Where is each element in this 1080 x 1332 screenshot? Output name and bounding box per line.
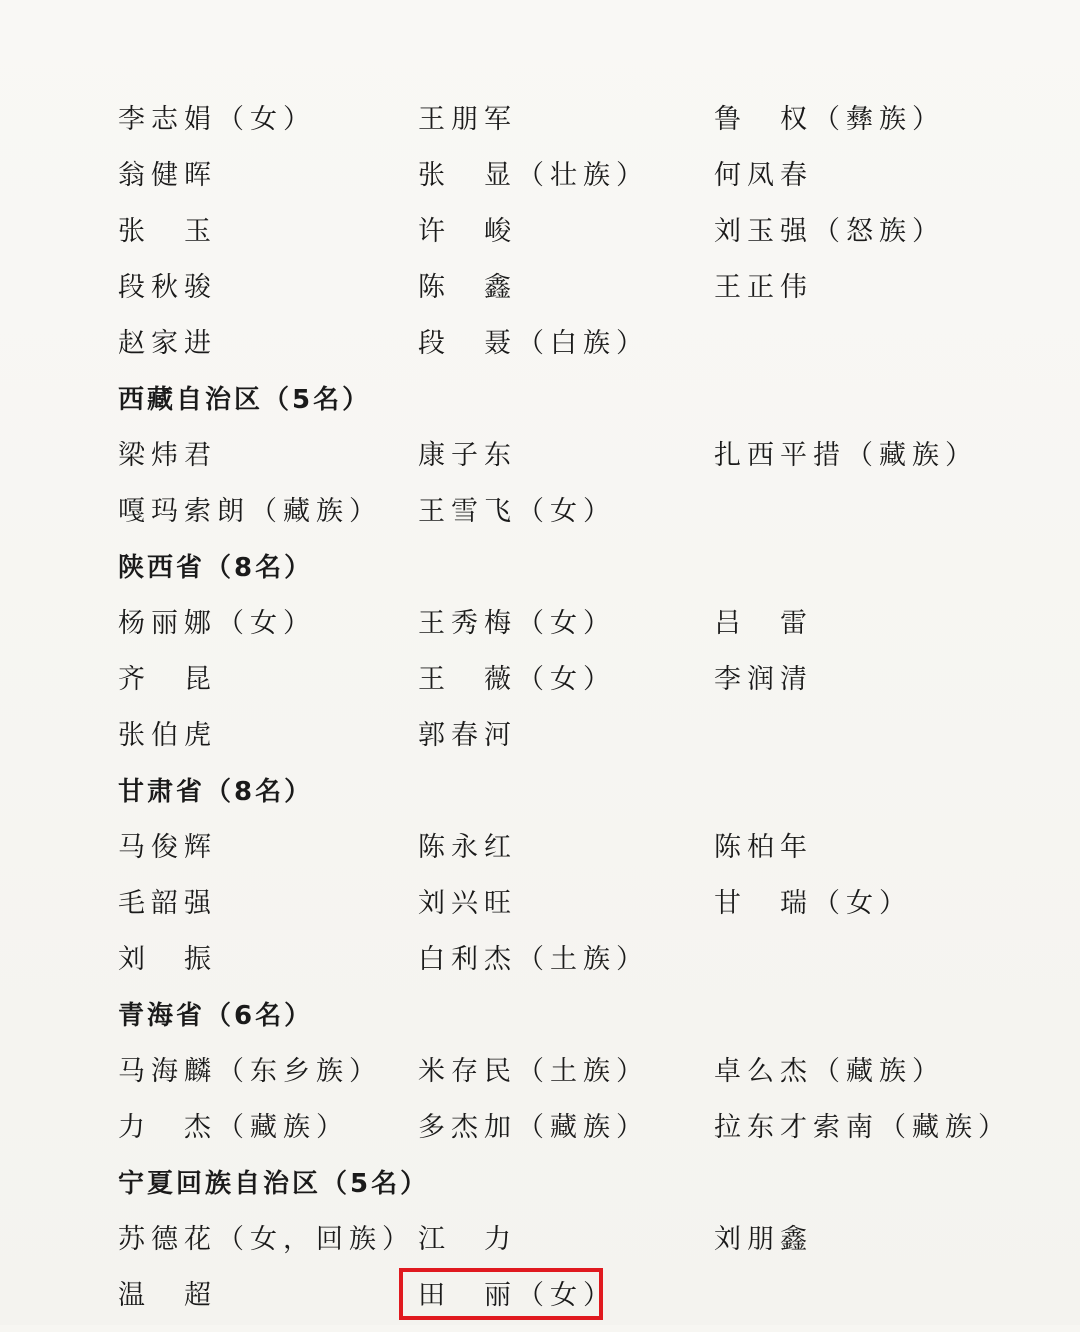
name-row (0, 604, 1080, 660)
name-entry: 王秀梅（女） (418, 608, 616, 639)
name-entry: 王正伟 (714, 272, 813, 303)
name-row (0, 268, 1080, 324)
name-entry: 陈柏年 (714, 832, 813, 863)
name-entry: 张 玉 (118, 216, 217, 247)
section-heading: 宁夏回族自治区（5名） (118, 1169, 430, 1199)
name-row (0, 436, 1080, 492)
name-entry: 何凤春 (714, 160, 813, 191)
name-row (0, 324, 1080, 380)
section-heading: 青海省（6名） (118, 1001, 314, 1031)
name-entry: 刘兴旺 (418, 888, 517, 919)
name-entry: 陈永红 (418, 832, 517, 863)
name-entry: 翁健晖 (118, 160, 217, 191)
section-heading-row (0, 1164, 1080, 1220)
name-entry: 许 峻 (418, 216, 517, 247)
name-entry: 李润清 (714, 664, 813, 695)
name-entry: 甘 瑞（女） (714, 888, 912, 919)
name-entry: 齐 昆 (118, 664, 217, 695)
name-entry: 康子东 (418, 440, 517, 471)
name-entry: 张伯虎 (118, 720, 217, 751)
name-entry: 王 薇（女） (418, 664, 616, 695)
name-entry: 鲁 权（彝族） (714, 104, 945, 135)
section-heading: 西藏自治区（5名） (118, 385, 372, 415)
name-row (0, 492, 1080, 548)
name-entry: 梁炜君 (118, 440, 217, 471)
name-entry: 白利杰（土族） (418, 944, 649, 975)
name-entry: 张 显（壮族） (418, 160, 649, 191)
name-row (0, 212, 1080, 268)
name-entry: 苏德花（女，回族） (118, 1224, 415, 1255)
name-entry: 扎西平措（藏族） (714, 440, 978, 471)
name-entry: 刘玉强（怒族） (714, 216, 945, 247)
name-entry: 刘朋鑫 (714, 1224, 813, 1255)
name-row (0, 1108, 1080, 1164)
name-entry: 多杰加（藏族） (418, 1112, 649, 1143)
name-entry: 吕 雷 (714, 608, 813, 639)
section-heading: 陕西省（8名） (118, 553, 314, 583)
section-heading-row (0, 996, 1080, 1052)
name-entry: 力 杰（藏族） (118, 1112, 349, 1143)
section-heading-row (0, 772, 1080, 828)
name-entry: 毛韶强 (118, 888, 217, 919)
name-entry: 陈 鑫 (418, 272, 517, 303)
name-row (0, 716, 1080, 772)
name-entry: 郭春河 (418, 720, 517, 751)
section-heading-row (0, 380, 1080, 436)
name-entry: 王朋军 (418, 104, 517, 135)
name-row (0, 660, 1080, 716)
name-entry: 马海麟（东乡族） (118, 1056, 382, 1087)
name-entry: 赵家进 (118, 328, 217, 359)
highlight-box (399, 1268, 603, 1320)
name-entry: 刘 振 (118, 944, 217, 975)
name-row (0, 940, 1080, 996)
name-row (0, 884, 1080, 940)
name-entry: 温 超 (118, 1280, 217, 1311)
name-entry: 马俊辉 (118, 832, 217, 863)
name-entry: 王雪飞（女） (418, 496, 616, 527)
name-entry: 拉东才索南（藏族） (714, 1112, 1011, 1143)
name-entry: 杨丽娜（女） (118, 608, 316, 639)
name-entry: 米存民（土族） (418, 1056, 649, 1087)
section-heading: 甘肃省（8名） (118, 777, 314, 807)
name-entry: 卓么杰（藏族） (714, 1056, 945, 1087)
name-row (0, 1052, 1080, 1108)
name-entry: 嘎玛索朗（藏族） (118, 496, 382, 527)
name-entry: 田 丽（女） (418, 1280, 616, 1311)
name-entry: 李志娟（女） (118, 104, 316, 135)
name-row (0, 156, 1080, 212)
name-row (0, 100, 1080, 156)
name-entry: 段秋骏 (118, 272, 217, 303)
name-entry: 段 聂（白族） (418, 328, 649, 359)
section-heading-row (0, 548, 1080, 604)
name-row (0, 828, 1080, 884)
name-entry: 江 力 (418, 1224, 517, 1255)
